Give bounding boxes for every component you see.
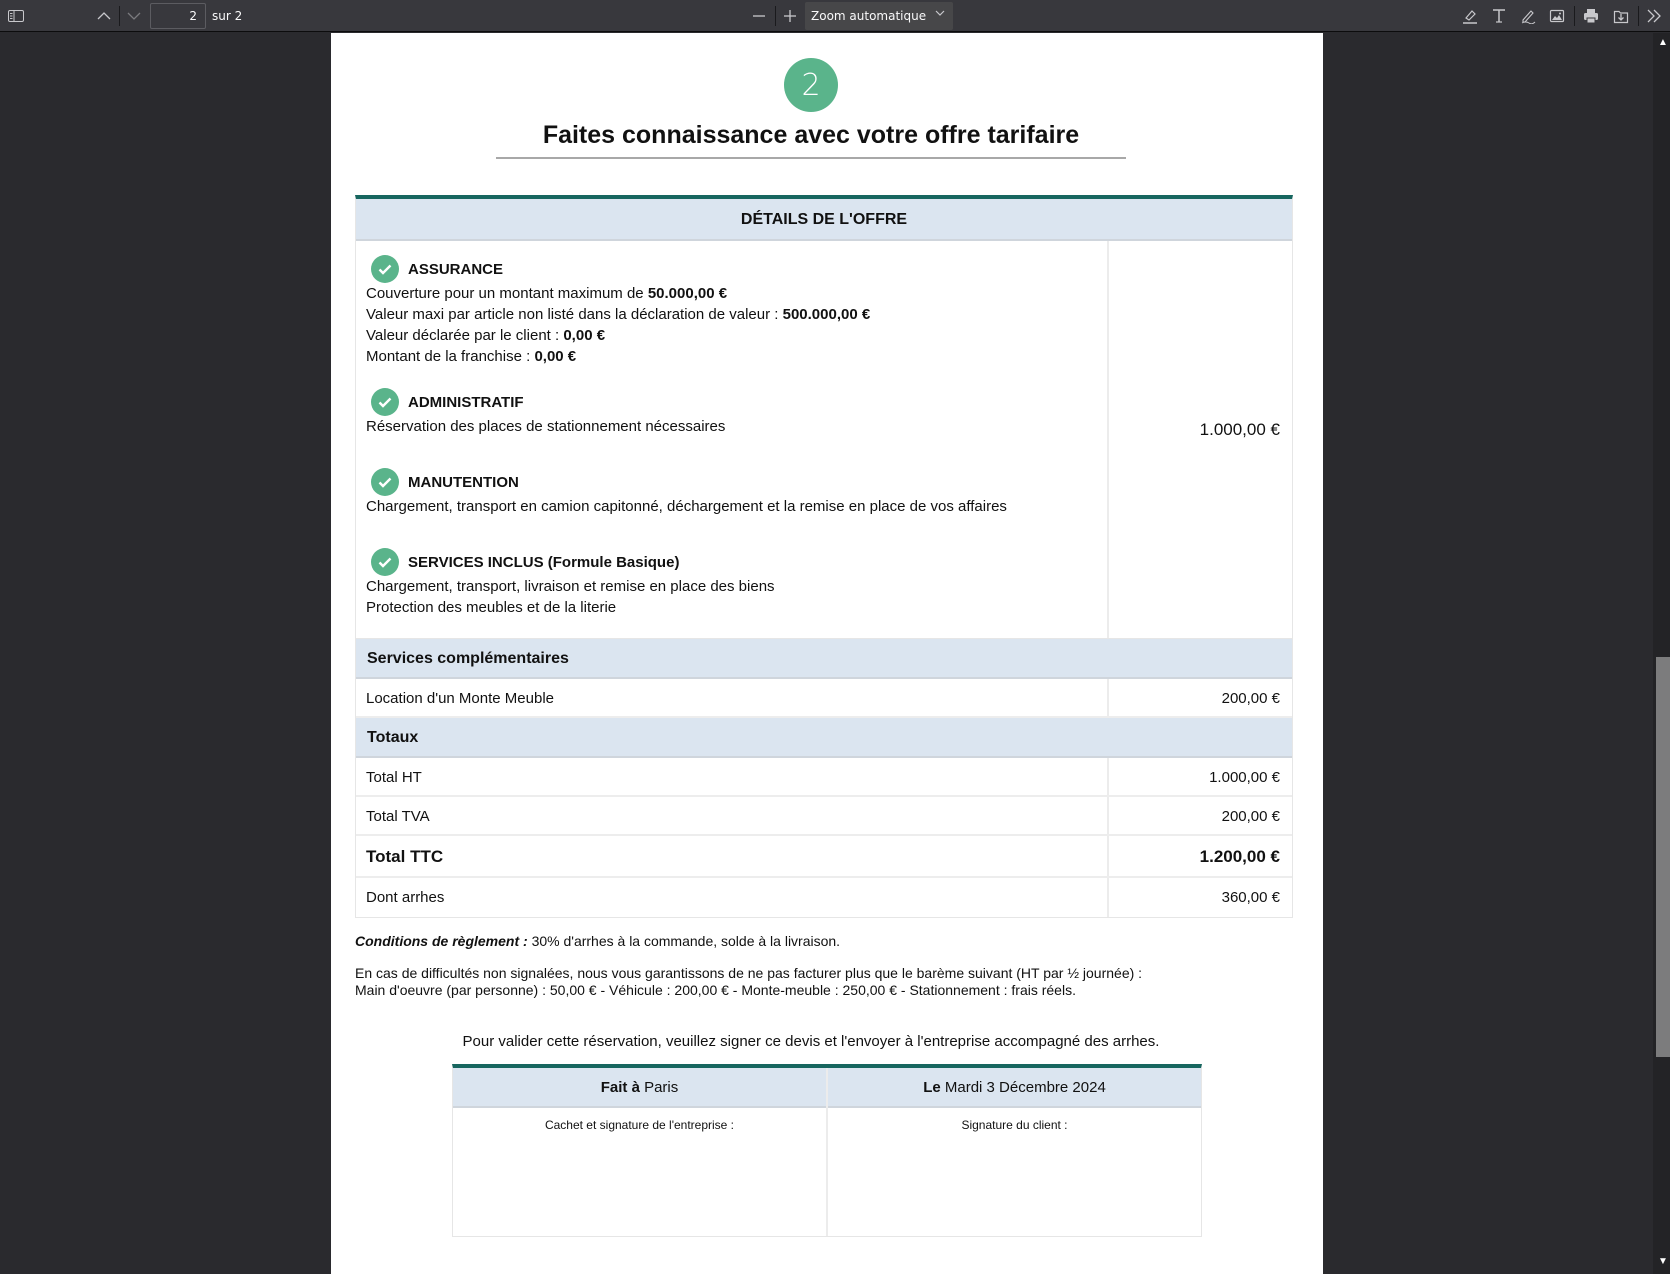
sidebar-toggle-button[interactable] (6, 4, 26, 28)
offer-body (356, 241, 1292, 639)
zoom-in-button[interactable] (780, 4, 800, 28)
check-circle-icon (371, 388, 399, 416)
toolbar-separator (119, 6, 120, 26)
toolbar-separator (775, 6, 776, 26)
extras-section-header: Services complémentaires (356, 639, 1292, 679)
signature-client-column (826, 1068, 1201, 1236)
check-circle-icon (371, 468, 399, 496)
highlight-button[interactable] (1459, 4, 1481, 28)
next-page-button[interactable] (124, 4, 144, 28)
save-icon (1613, 8, 1629, 24)
service-title: ASSURANCE (408, 260, 504, 278)
client-signature-label: Signature du client : (961, 1118, 1068, 1132)
payment-conditions (355, 933, 840, 949)
pdf-toolbar (0, 0, 1670, 32)
toolbar-separator (1638, 6, 1639, 26)
page-number-input[interactable] (150, 3, 206, 29)
zoom-select-value: Zoom automatique (811, 9, 927, 23)
save-button[interactable] (1610, 4, 1632, 28)
signature-table (452, 1064, 1202, 1237)
row-label: Total TTC (356, 836, 1109, 876)
check-circle-icon (371, 548, 399, 576)
sidebar-toggle-icon (8, 10, 24, 22)
offer-details-table (355, 195, 1293, 918)
totals-section-header: Totaux (356, 718, 1292, 758)
vertical-scrollbar[interactable] (1653, 33, 1670, 1274)
text-icon (1491, 8, 1507, 24)
service-line: Réservation des places de stationnement nécessaires (366, 418, 726, 435)
print-button[interactable] (1580, 4, 1602, 28)
signature-company-column (453, 1068, 826, 1236)
highlight-icon (1462, 8, 1478, 24)
draw-button[interactable] (1517, 4, 1539, 28)
service-manutention (366, 468, 1107, 548)
service-line: Montant de la franchise : 0,00 € (366, 348, 577, 365)
service-line: Chargement, transport en camion capitonné, déchargement et la remise en place de vos affaires (366, 498, 1007, 515)
row-amount: 200,00 € (1221, 808, 1280, 825)
offer-price-cell (1109, 241, 1292, 638)
table-row (356, 878, 1292, 917)
row-label: Total HT (356, 758, 1109, 795)
title-divider (496, 157, 1126, 159)
zoom-select[interactable] (805, 2, 953, 30)
service-line: Chargement, transport, livraison et remise en place des biens (366, 578, 775, 595)
table-row (356, 679, 1292, 718)
row-amount: 360,00 € (1221, 889, 1280, 906)
row-amount: 1.200,00 € (1199, 847, 1280, 866)
signature-date: Le Mardi 3 Décembre 2024 (828, 1068, 1201, 1108)
tools-menu-button[interactable] (1643, 4, 1665, 28)
step-number-badge: 2 (784, 58, 838, 112)
chevron-down-icon (935, 10, 945, 16)
service-title: ADMINISTRATIF (408, 393, 524, 411)
service-title: MANUTENTION (408, 473, 519, 491)
print-icon (1583, 8, 1599, 24)
offer-price: 1.000,00 € (1199, 420, 1280, 439)
row-label: Location d'un Monte Meuble (356, 679, 1109, 716)
service-assurance (366, 255, 1107, 388)
pricing-note (355, 965, 1142, 999)
check-circle-icon (371, 255, 399, 283)
row-amount: 200,00 € (1221, 690, 1280, 707)
service-line: Protection des meubles et de la literie (366, 599, 617, 616)
service-line: Couverture pour un montant maximum de 50.000,00 € (366, 285, 728, 302)
company-signature-label: Cachet et signature de l'entreprise : (544, 1118, 735, 1132)
scroll-down-arrow-icon[interactable]: ▼ (1658, 1256, 1668, 1267)
conditions-label: Conditions de règlement : (355, 933, 528, 949)
previous-page-button[interactable] (94, 4, 114, 28)
tools-menu-icon (1646, 9, 1662, 23)
page-count-label: sur 2 (212, 9, 243, 23)
next-page-icon (127, 12, 141, 20)
row-label: Total TVA (356, 797, 1109, 834)
service-inclus (366, 548, 1107, 618)
zoom-out-button[interactable] (749, 4, 769, 28)
table-row-total-ttc (356, 836, 1292, 878)
scroll-up-arrow-icon[interactable]: ▲ (1658, 37, 1668, 48)
pdf-page (331, 33, 1323, 1274)
service-line: Valeur déclarée par le client : 0,00 € (366, 327, 606, 344)
pricing-note-line: Main d'oeuvre (par personne) : 50,00 € - Véhicule : 200,00 € - Monte-meuble : 250,00 € - Stationnement : frais réels. (355, 982, 1076, 998)
row-label: Dont arrhes (356, 878, 1109, 917)
offer-header: DÉTAILS DE L'OFFRE (356, 199, 1292, 241)
conditions-text: 30% d'arrhes à la commande, solde à la livraison. (527, 933, 841, 949)
draw-icon (1520, 8, 1536, 24)
zoom-out-icon (752, 9, 766, 23)
toolbar-separator (1574, 6, 1575, 26)
validation-instruction: Pour valider cette réservation, veuillez signer ce devis et l'envoyer à l'entreprise accompagné des arrhes. (462, 1033, 1160, 1050)
table-row (356, 758, 1292, 797)
row-amount: 1.000,00 € (1209, 769, 1280, 786)
zoom-in-icon (783, 9, 797, 23)
service-administratif (366, 388, 1107, 468)
text-button[interactable] (1488, 4, 1510, 28)
add-image-button[interactable] (1546, 4, 1568, 28)
signature-place: Fait à Paris (453, 1068, 826, 1108)
pricing-note-line: En cas de difficultés non signalées, nous vous garantissons de ne pas facturer plus que le barème suivant (HT par ½ journée) : (355, 965, 1143, 981)
previous-page-icon (97, 12, 111, 20)
services-list (356, 241, 1109, 638)
service-line: Valeur maxi par article non listé dans la déclaration de valeur : 500.000,00 € (366, 306, 871, 323)
page-title: Faites connaissance avec votre offre tarifaire (542, 121, 1080, 149)
scrollbar-thumb[interactable] (1656, 657, 1670, 1057)
service-title: SERVICES INCLUS (Formule Basique) (408, 553, 680, 571)
table-row (356, 797, 1292, 836)
image-icon (1549, 8, 1565, 24)
